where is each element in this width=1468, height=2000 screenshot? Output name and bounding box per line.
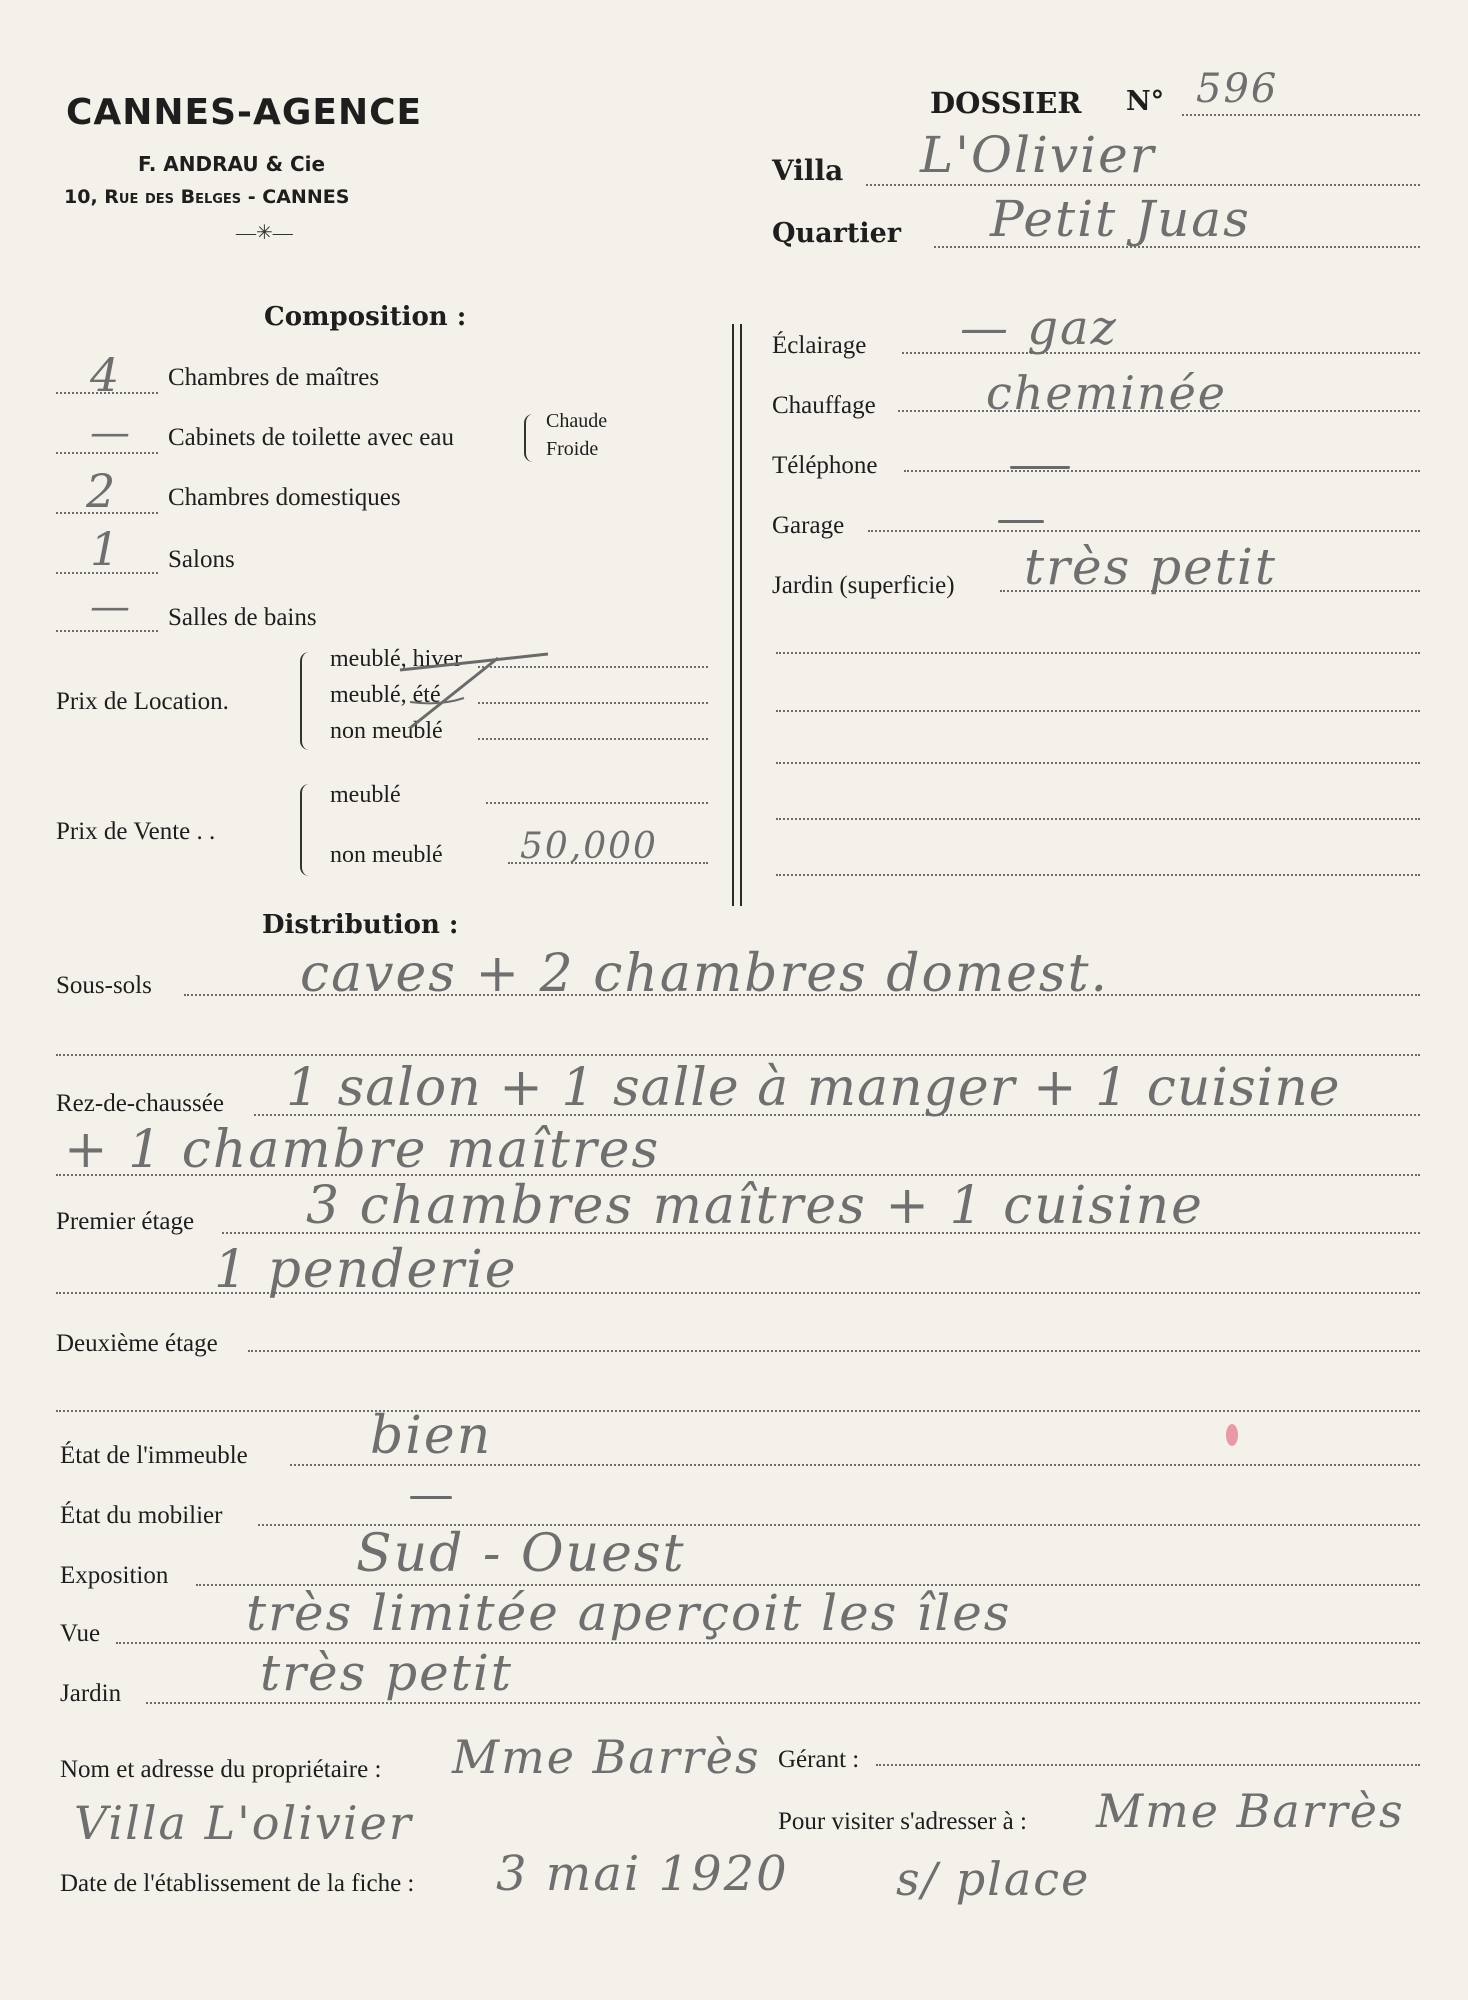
date-value: 3 mai 1920 xyxy=(496,1846,789,1902)
column-separator-right xyxy=(740,324,742,906)
owner-value: Mme Barrès xyxy=(452,1730,761,1784)
location-non-meuble: non meublé xyxy=(330,718,443,744)
agency-address: 10, Rue des Belges - CANNES xyxy=(64,186,350,208)
premier-etage-line xyxy=(222,1232,1420,1234)
premier-etage-line-2 xyxy=(56,1292,1420,1294)
jardin-label: Jardin xyxy=(60,1680,122,1707)
prix-location-label: Prix de Location. xyxy=(56,688,229,715)
rez-de-chaussee-value: 1 salon + 1 salle à manger + 1 cuisine xyxy=(286,1058,1341,1118)
water-froide: Froide xyxy=(546,438,599,460)
cabinets-toilette-line xyxy=(56,452,158,454)
right-blank-line-3 xyxy=(776,762,1420,764)
gerant-line xyxy=(876,1764,1420,1766)
etat-mobilier-label: État du mobilier xyxy=(60,1502,223,1529)
rez-de-chaussee-label: Rez-de-chaussée xyxy=(56,1090,224,1117)
location-non-meuble-line xyxy=(478,738,708,740)
visit-label: Pour visiter s'adresser à : xyxy=(778,1808,1027,1835)
chauffage-value: cheminée xyxy=(986,366,1228,420)
distribution-title: Distribution : xyxy=(262,910,459,940)
agency-name: CANNES-AGENCE xyxy=(66,92,423,133)
cabinets-toilette-label: Cabinets de toilette avec eau xyxy=(168,424,454,451)
quartier-line xyxy=(934,246,1420,248)
prix-location-brace xyxy=(300,652,309,750)
salons-label: Salons xyxy=(168,546,235,573)
right-blank-line-4 xyxy=(776,818,1420,820)
deuxieme-etage-line xyxy=(248,1350,1420,1352)
premier-etage-value: 3 chambres maîtres + 1 cuisine xyxy=(306,1176,1204,1236)
chambres-maitres-label: Chambres de maîtres xyxy=(168,364,380,391)
dossier-number-line xyxy=(1182,114,1420,116)
chauffage-line xyxy=(898,410,1420,412)
deuxieme-etage-line-2 xyxy=(56,1410,1420,1412)
telephone-value xyxy=(1010,466,1070,469)
cabinets-toilette-value: — xyxy=(90,410,132,456)
sous-sols-value: caves + 2 chambres domest. xyxy=(300,944,1110,1004)
jardin-superficie-line xyxy=(1000,590,1420,592)
right-blank-line-2 xyxy=(776,710,1420,712)
vue-label: Vue xyxy=(60,1620,101,1647)
jardin-line xyxy=(146,1702,1420,1704)
agency-owner: F. ANDRAU & Cie xyxy=(138,152,326,176)
jardin-value: très petit xyxy=(260,1644,513,1702)
sous-sols-line xyxy=(184,994,1420,996)
column-separator-left xyxy=(732,324,734,906)
vente-meuble-line xyxy=(486,802,708,804)
deuxieme-etage-label: Deuxième étage xyxy=(56,1330,218,1357)
chambres-maitres-line xyxy=(56,392,158,394)
prix-vente-brace xyxy=(300,784,309,876)
premier-etage-label: Premier étage xyxy=(56,1208,195,1235)
chambres-maitres-value: 4 xyxy=(90,348,122,402)
eclairage-label: Éclairage xyxy=(772,332,867,359)
owner-address: Villa L'olivier xyxy=(74,1796,413,1850)
rez-de-chaussee-line xyxy=(254,1114,1420,1116)
visit-on-site: s/ place xyxy=(896,1852,1091,1906)
eclairage-line xyxy=(902,352,1420,354)
vente-meuble: meublé xyxy=(330,782,401,808)
telephone-label: Téléphone xyxy=(772,452,878,479)
location-hiver-line xyxy=(478,666,708,668)
vente-non-meuble: non meublé xyxy=(330,842,443,868)
location-meuble-ete: meublé, été xyxy=(330,682,441,708)
villa-value: L'Olivier xyxy=(920,126,1156,184)
etat-immeuble-label: État de l'immeuble xyxy=(60,1442,248,1469)
salles-bains-label: Salles de bains xyxy=(168,604,317,631)
ink-stain xyxy=(1226,1424,1238,1446)
salles-bains-value: — xyxy=(90,584,132,630)
location-ete-line xyxy=(478,702,708,704)
vente-non-meuble-value: 50,000 xyxy=(520,826,658,867)
villa-label: Villa xyxy=(772,154,844,187)
composition-title: Composition : xyxy=(264,302,467,332)
garage-line xyxy=(868,530,1420,532)
quartier-label: Quartier xyxy=(772,218,902,249)
chambres-domestiques-value: 2 xyxy=(86,464,118,518)
salles-bains-line xyxy=(56,630,158,632)
quartier-value: Petit Juas xyxy=(990,190,1251,248)
eclairage-value: — gaz xyxy=(960,300,1118,356)
water-brace xyxy=(524,414,533,462)
vente-non-meuble-line xyxy=(508,862,708,864)
water-chaude: Chaude xyxy=(546,410,608,432)
garage-value xyxy=(998,520,1044,523)
gerant-label: Gérant : xyxy=(778,1746,860,1773)
chambres-domestiques-line xyxy=(56,512,158,514)
chauffage-label: Chauffage xyxy=(772,392,876,419)
right-blank-line-1 xyxy=(776,652,1420,654)
location-meuble-hiver: meublé, hiver xyxy=(330,646,462,672)
rez-de-chaussee-value-2: + 1 chambre maîtres xyxy=(64,1120,661,1180)
jardin-superficie-value: très petit xyxy=(1024,538,1277,596)
right-blank-line-5 xyxy=(776,874,1420,876)
etat-mobilier-value xyxy=(410,1496,452,1499)
jardin-superficie-label: Jardin (superficie) xyxy=(772,572,955,599)
vue-value: très limitée aperçoit les îles xyxy=(246,1584,1012,1642)
sous-sols-line-2 xyxy=(56,1054,1420,1056)
villa-line xyxy=(866,184,1420,186)
visit-value: Mme Barrès xyxy=(1096,1784,1405,1838)
garage-label: Garage xyxy=(772,512,845,539)
premier-etage-value-2: 1 penderie xyxy=(214,1240,518,1300)
exposition-value: Sud - Ouest xyxy=(356,1524,686,1584)
dossier-number: 596 xyxy=(1196,66,1279,112)
etat-immeuble-value: bien xyxy=(370,1406,493,1466)
chambres-domestiques-label: Chambres domestiques xyxy=(168,484,401,511)
date-label: Date de l'établissement de la fiche : xyxy=(60,1870,415,1897)
owner-label: Nom et adresse du propriétaire : xyxy=(60,1756,382,1783)
sous-sols-label: Sous-sols xyxy=(56,972,152,999)
location-strike-mark xyxy=(380,648,550,738)
exposition-label: Exposition xyxy=(60,1562,169,1589)
telephone-line xyxy=(904,470,1420,472)
dossier-label: DOSSIER xyxy=(930,86,1082,120)
prix-vente-label: Prix de Vente . . xyxy=(56,818,216,845)
ornament-icon: —✳— xyxy=(236,222,293,244)
salons-value: 1 xyxy=(90,522,122,576)
etat-immeuble-line xyxy=(290,1464,1420,1466)
salons-line xyxy=(56,572,158,574)
dossier-number-label: N° xyxy=(1126,86,1165,117)
